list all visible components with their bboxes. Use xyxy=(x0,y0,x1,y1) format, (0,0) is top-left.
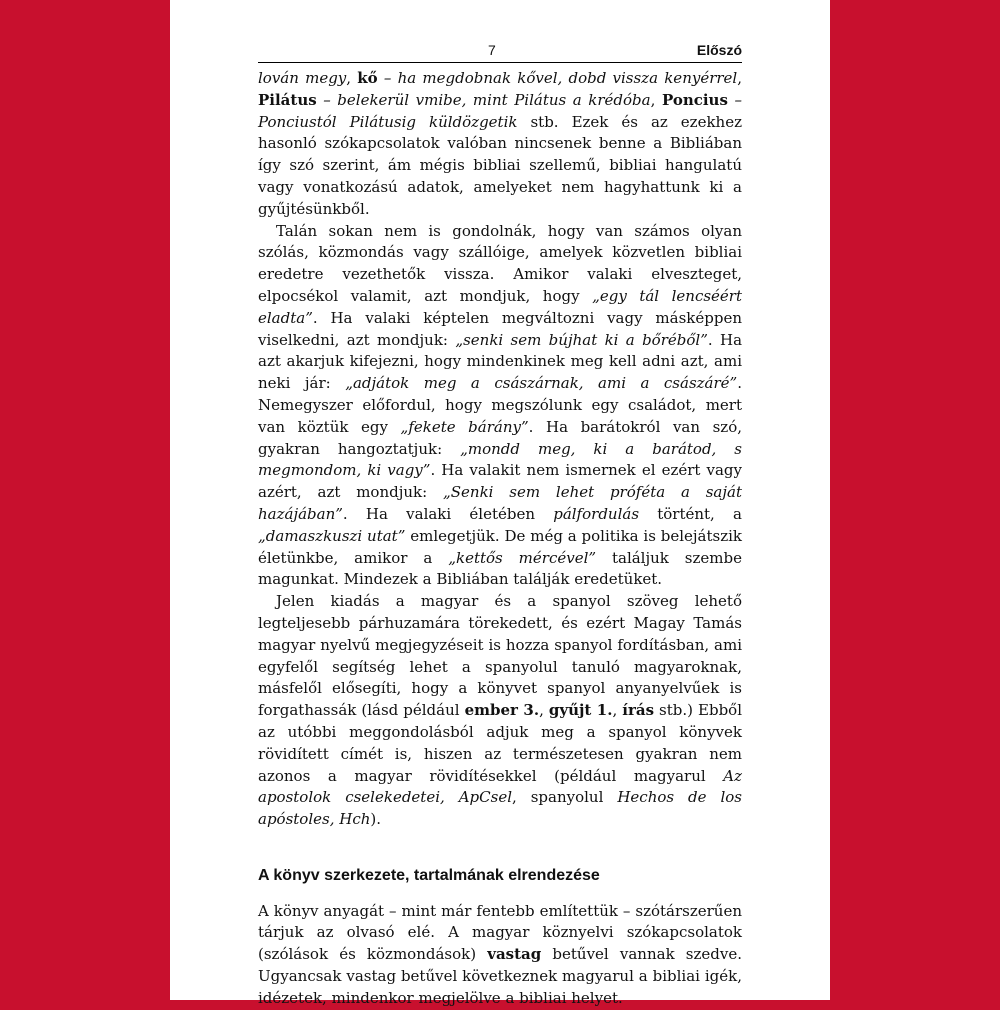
text-run: „senki sem bújhat ki a bőréből” xyxy=(455,330,708,349)
text-run: találjuk szembe magunkat. Mindezek a Bibliában találják eredetüket. xyxy=(258,548,742,589)
text-run: , xyxy=(650,90,662,109)
text-run: történt, a xyxy=(639,504,742,523)
section-heading: A könyv szerkezete, tartalmának elrendezése xyxy=(258,866,600,884)
text-run: Jelen kiadás a magyar és a spanyol szöveg lehető legteljesebb párhuzamára törekedett, és ezért Magay Tamás magyar nyelvű megjegyzéseit is hozza spanyol fordításban, ami egyfelől segítség lehet a spanyolul tanuló magyaroknak, másfelől elősegíti, hogy a könyvet spanyol anyanyelvűek is forgathassák (lásd például xyxy=(258,592,742,720)
text-run: „adjátok meg a császárnak, ami a császáré” xyxy=(345,374,738,393)
text-run: pálfordulás xyxy=(553,504,640,523)
text-run: „kettős mércével” xyxy=(448,548,597,567)
text-run: Hechos de los apóstoles, Hch xyxy=(258,788,742,829)
paragraph xyxy=(258,221,742,592)
text-run: „egy tál lencséért eladta” xyxy=(258,286,743,327)
text-run: , xyxy=(612,701,623,720)
text-run: „mondd meg, ki a barátod, s megmondom, ki vagy” xyxy=(258,439,742,480)
text-run: vastag xyxy=(487,945,542,964)
text-run: írás xyxy=(622,701,655,720)
text-run: „Senki sem lehet próféta a saját hazájában” xyxy=(258,483,743,523)
text-run: – ha megdobnak kővel, dobd vissza kenyérrel xyxy=(377,69,738,87)
section-paragraphs xyxy=(258,901,742,1010)
text-run: . Ha valaki képtelen megváltozni vagy másképpen viselkedni, azt mondjuk: xyxy=(258,308,742,349)
text-run: kő xyxy=(357,69,378,87)
text-run: . Nemegyszer előfordul, hogy megszólunk egy családot, mert van köztük egy xyxy=(258,374,742,436)
text-run: Pilátus xyxy=(258,90,317,109)
text-run: ember 3. xyxy=(464,701,540,720)
text-run: – Ponciustól Pilátusig küldözgetik xyxy=(258,90,742,131)
text-run: A könyv anyagát – mint már fentebb említettük – szótárszerűen tárjuk az olvasó elé. A magyar köznyelvi szókapcsolatok (szólások és közmondások) xyxy=(258,901,742,964)
section-name: Előszó xyxy=(696,42,742,58)
text-run: Az apostolok cselekedetei, ApCsel xyxy=(258,766,742,807)
paragraph xyxy=(258,901,742,1010)
text-run: gyűjt 1. xyxy=(548,701,613,720)
book-page xyxy=(170,0,830,1007)
running-header xyxy=(258,40,742,63)
text-run: ). xyxy=(370,810,382,829)
paragraph xyxy=(258,68,742,221)
text-run: , xyxy=(346,69,358,87)
page-number: 7 xyxy=(488,42,496,58)
text-run: Poncius xyxy=(661,90,728,109)
body-text xyxy=(258,68,742,1010)
intro-paragraphs xyxy=(258,68,742,831)
text-run: . Ha barátokról van szó, gyakran hangoztatjuk: xyxy=(258,417,742,458)
text-run: . Ha valaki életében xyxy=(342,504,554,523)
paragraph xyxy=(258,591,742,831)
text-run: Talán sokan nem is gondolnák, hogy van számos olyan szólás, közmondás vagy szállóige, amelyek közvetlen bibliai eredetre vezethetők vissza. Amikor valaki elveszteget, elpocsékol valamit, azt mondjuk, hogy xyxy=(258,221,742,305)
text-run: , xyxy=(737,69,742,87)
text-run: . Ha valakit nem ismernek el ezért vagy azért, azt mondjuk: xyxy=(258,461,743,502)
text-run: lován megy xyxy=(258,69,347,87)
text-run: betűvel vannak szedve. Ugyancsak vastag betűvel következnek magyarul a bibliai igék, idézetek, mindenkor megjelölve a bibliai helyet. xyxy=(258,945,743,1007)
text-run: – belekerül vmibe, mint Pilátus a krédóba xyxy=(316,90,651,109)
text-run: stb.) Ebből az utóbbi meggondolásból adjuk meg a spanyol könyvek rövidített címét is, hiszen az természetesen gyakran nem azonos a magyar rövidítésekkel (például magyarul xyxy=(258,701,742,785)
text-run: . Ha azt akarjuk kifejezni, hogy mindenkinek meg kell adni azt, ami neki jár: xyxy=(258,330,743,393)
text-run: „fekete bárány” xyxy=(400,417,529,436)
text-run: „damaszkuszi utat” xyxy=(258,526,406,545)
text-run: emlegetjük. De még a politika is belejátszik életünkbe, amikor a xyxy=(258,526,743,567)
text-run: , xyxy=(539,701,549,720)
text-run: stb. Ezek és az ezekhez hasonló szókapcsolatok valóban nincsenek benne a Bibliában így szó szerint, ám mégis bibliai szellemű, bibliai hangulatú vagy vonatkozású adatok, amelyeket nem hagyhattunk ki a gyűjtésünkből. xyxy=(258,112,742,218)
text-run: , spanyolul xyxy=(512,788,618,807)
